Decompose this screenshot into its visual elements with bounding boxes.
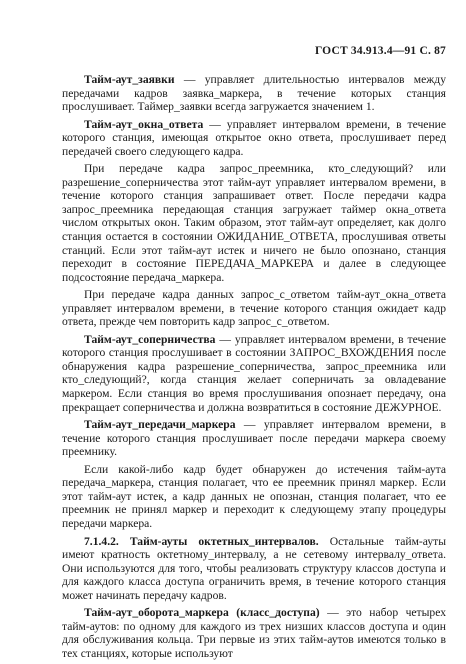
paragraph	[62, 162, 446, 284]
paragraph-text: — это набор четырех тайм-аутов: по одному для каждого из трех низших классов доступа и один для обслуживания кольца. Три первые из этих тайм-аутов имеются только в тех станциях, которые используют	[62, 606, 447, 660]
paragraph-text: Остальные тайм-ауты имеют кратность октетному_интервалу, а не сетевому интервалу_ответа. Они используются для того, чтобы реализовать структуру классов доступа и для каждого класса доступа ограничить время, в течение которого станция может начинать передачу кадров.	[62, 534, 446, 602]
page-header: ГОСТ 34.913.4—91 С. 87	[314, 45, 446, 57]
term: Тайм-аут_соперничества	[84, 332, 216, 346]
paragraph	[62, 418, 446, 459]
paragraph	[62, 606, 446, 660]
paragraph	[62, 288, 446, 329]
paragraph-text: — управляет интервалом времени, в течение которого станция прослушивает в состоянии ЗАПРОС_ВХОЖДЕНИЯ после обнаружения кадра разрешение_соперничества, запрос_преемника или кто_следующий?, когда станция желает соперничать за овладевание маркером. Если станция во время прослушивания опознает передачу, она прекращает соперничества и должна возвратиться в состояние ДЕЖУРНОЕ.	[62, 332, 446, 414]
paragraph	[62, 535, 446, 603]
term: Тайм-аут_передачи_маркера	[84, 418, 236, 432]
paragraph	[62, 463, 446, 531]
paragraph-text: При передаче кадра данных запрос_с_ответом тайм-аут_окна_ответа управляет интервалом времени, в течение которого станция ожидает кадр ответа, прежде чем повторить кадр запрос_с_ответом.	[62, 288, 446, 329]
term: Тайм-аут_оборота_маркера (класс_доступа)	[84, 606, 320, 620]
paragraph-text: Если какой-либо кадр будет обнаружен до истечения тайм-аута передача_маркера, станция полагает, что ее преемник принял маркер. Если этот тайм-аут истек, а кадр данных не опознан, станция полагает, что ее преемник не принял маркер и переходит к следующему этапу процедуры передачи маркера.	[62, 462, 446, 530]
paragraph-text: — управляет интервалом времени, в течение которого станция, имеющая открытое окно ответа, прослушивает перед передачей своего следующего кадра.	[62, 117, 446, 158]
section-heading: 7.1.4.2. Тайм-ауты октетных_интервалов.	[84, 534, 319, 548]
paragraph-text: При передаче кадра запрос_преемника, кто_следующий? или разрешение_соперничества этот тайм-аут управляет интервалом времени, в течение которого станция запрашивает ответ. После передачи кадра запрос_преемника передающая станция загружает таймер окна_ответа числом открытых окон. Таким образом, этот тайм-аут определяет, как долго станция остается в состоянии ОЖИДАНИЕ_ОТВЕТА, прослушивая ответы станций. Если этот тайм-аут истек и ничего не было опознано, станция переходит в состояние ПЕРЕДАЧА_МАРКЕРА и далее в следующее подсостояние передача_маркера.	[62, 162, 446, 284]
paragraph	[62, 118, 446, 159]
term: Тайм-аут_заявки	[84, 73, 175, 86]
paragraph	[62, 333, 446, 414]
term: Тайм-аут_окна_ответа	[84, 117, 204, 131]
paragraph	[62, 73, 446, 114]
page-body	[62, 73, 446, 664]
paragraph-text: — управляет интервалом времени, в течение которого станция прослушивает после передачи маркера своему преемнику.	[62, 418, 446, 459]
paragraph-text: — управляет длительностью интервалов между передачами кадров заявка_маркера, в течение которых станция прослушивает. Таймер_заявки всегда загружается значением 1.	[62, 73, 446, 114]
